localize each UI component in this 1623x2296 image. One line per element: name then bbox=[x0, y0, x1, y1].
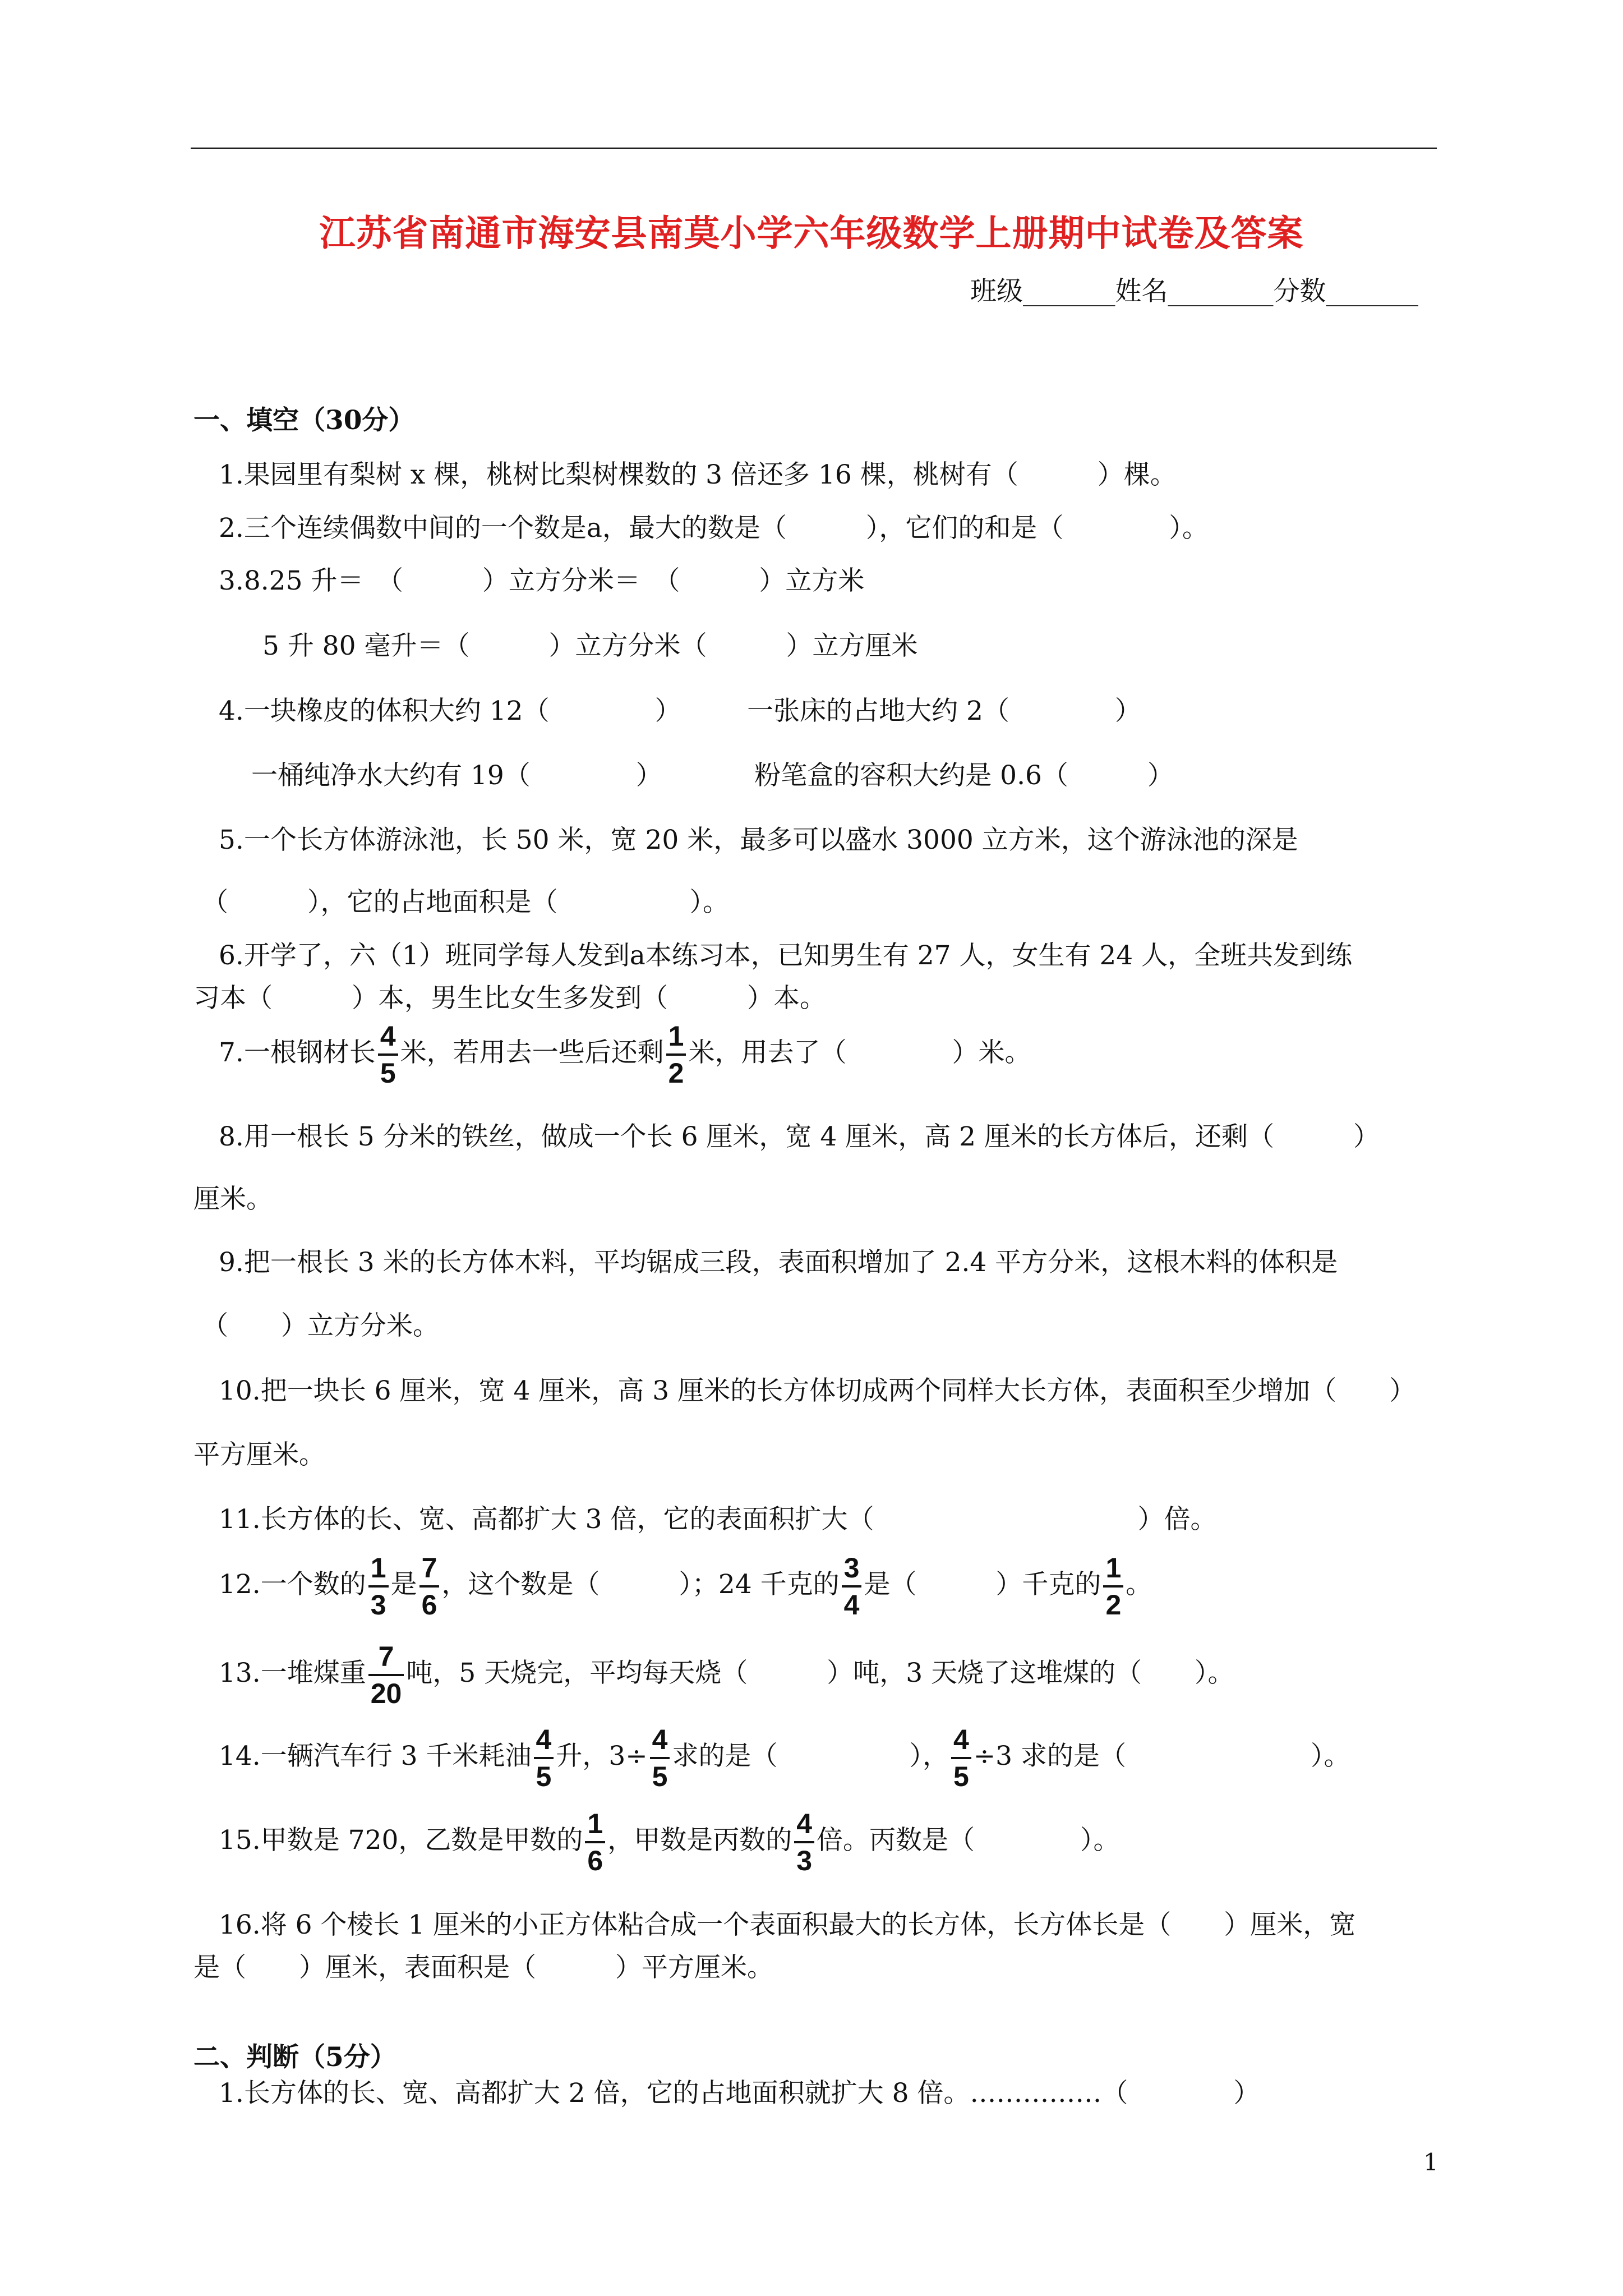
question-13-text-start: 13.一堆煤重 bbox=[219, 1658, 366, 1688]
question-9-line-2: （ ）立方分米。 bbox=[202, 1310, 439, 1341]
question-2: 2.三个连续偶数中间的一个数是a，最大的数是（ ），它们的和是（ ）。 bbox=[219, 513, 1209, 544]
question-15-text-start: 15.甲数是 720，乙数是甲数的 bbox=[219, 1825, 583, 1856]
question-13 bbox=[219, 1642, 1234, 1708]
question-8-line-2: 厘米。 bbox=[193, 1184, 273, 1214]
document-title: 江苏省南通市海安县南莫小学六年级数学上册期中试卷及答案 bbox=[319, 213, 1304, 255]
question-12-text: 是 bbox=[390, 1569, 417, 1600]
question-3-line-2: 5 升 80 毫升＝（ ）立方分米（ ）立方厘米 bbox=[262, 631, 918, 661]
page-number: 1 bbox=[1423, 2148, 1438, 2176]
question-15-text-end: 倍。丙数是（ ）。 bbox=[817, 1825, 1120, 1856]
question-5-line-1: 5.一个长方体游泳池，长 50 米，宽 20 米，最多可以盛水 3000 立方米，这个游泳池的深是 bbox=[219, 825, 1298, 855]
question-7-text-mid: 米，若用去一些后还剩 bbox=[400, 1037, 664, 1068]
question-5-line-2: （ ），它的占地面积是（ ）。 bbox=[202, 887, 729, 918]
question-14 bbox=[219, 1726, 1350, 1791]
header-rule bbox=[191, 148, 1437, 149]
fraction: $\frac{4}{5}$ bbox=[378, 1022, 398, 1087]
question-7 bbox=[219, 1022, 1031, 1087]
question-7-text-end: 米，用去了（ ）米。 bbox=[688, 1037, 1031, 1068]
fraction: $\frac{1}{2}$ bbox=[666, 1022, 686, 1087]
fraction: $\frac{7}{20}$ bbox=[368, 1642, 404, 1708]
fraction: $\frac{1}{2}$ bbox=[1103, 1554, 1123, 1619]
fraction: $\frac{4}{3}$ bbox=[794, 1810, 814, 1875]
question-10-line-1: 10.把一块长 6 厘米，宽 4 厘米，高 3 厘米的长方体切成两个同样大长方体，表面积至少增加（ ） bbox=[219, 1375, 1416, 1406]
question-6-line-1: 6.开学了，六（1）班同学每人发到a本练习本，已知男生有 27 人，女生有 24 人，全班共发到练 bbox=[219, 940, 1353, 971]
section-heading-fill-in: 一、填空（30分） bbox=[193, 405, 415, 436]
question-13-text-end: 吨，5 天烧完，平均每天烧（ ）吨，3 天烧了这堆煤的（ ）。 bbox=[406, 1658, 1234, 1688]
question-7-text-start: 7.一根钢材长 bbox=[219, 1037, 376, 1068]
question-12-text: ，这个数是（ ）；24 千克的 bbox=[441, 1569, 840, 1600]
question-16-line-2: 是（ ）厘米，表面积是（ ）平方厘米。 bbox=[193, 1952, 773, 1983]
question-4-line-1: 4.一块橡皮的体积大约 12（ ） 一张床的占地大约 2（ ） bbox=[219, 696, 1141, 726]
question-12-text-start: 12.一个数的 bbox=[219, 1569, 366, 1600]
section-heading-true-false: 二、判断（5分） bbox=[193, 2042, 396, 2073]
fraction: $\frac{4}{5}$ bbox=[534, 1726, 554, 1791]
question-14-text: 求的是（ ）， bbox=[672, 1741, 949, 1772]
question-12-text: 是（ ）千克的 bbox=[864, 1569, 1101, 1600]
question-6-line-2: 习本（ ）本，男生比女生多发到（ ）本。 bbox=[193, 983, 826, 1014]
question-9-line-1: 9.把一根长 3 米的长方体木料，平均锯成三段，表面积增加了 2.4 平方分米，这根木料的体积是 bbox=[219, 1247, 1338, 1278]
fraction: $\frac{1}{3}$ bbox=[368, 1554, 389, 1619]
question-4-line-2: 一桶纯净水大约有 19（ ） 粉笔盒的容积大约是 0.6（ ） bbox=[251, 760, 1174, 791]
fraction: $\frac{7}{6}$ bbox=[419, 1554, 440, 1619]
fraction: $\frac{4}{5}$ bbox=[951, 1726, 971, 1791]
judgment-question-1: 1.长方体的长、宽、高都扩大 2 倍，它的占地面积就扩大 8 倍。……………（ ） bbox=[219, 2078, 1260, 2109]
fraction: $\frac{3}{4}$ bbox=[842, 1554, 862, 1619]
question-14-text: 升，3÷ bbox=[556, 1741, 648, 1772]
fraction: $\frac{1}{6}$ bbox=[585, 1810, 605, 1875]
question-14-text-start: 14.一辆汽车行 3 千米耗油 bbox=[219, 1741, 532, 1772]
question-16-line-1: 16.将 6 个棱长 1 厘米的小正方体粘合成一个表面积最大的长方体，长方体长是（ ）厘米，宽 bbox=[219, 1910, 1356, 1940]
question-11: 11.长方体的长、宽、高都扩大 3 倍，它的表面积扩大（ ）倍。 bbox=[219, 1504, 1217, 1535]
fraction: $\frac{4}{5}$ bbox=[650, 1726, 670, 1791]
question-10-line-2: 平方厘米。 bbox=[193, 1439, 325, 1470]
question-15 bbox=[219, 1810, 1120, 1875]
question-8-line-1: 8.用一根长 5 分米的铁丝，做成一个长 6 厘米，宽 4 厘米，高 2 厘米的长方体后，还剩（ ） bbox=[219, 1121, 1380, 1152]
student-info-line: 班级_______姓名________分数_______ bbox=[970, 276, 1418, 307]
question-14-text-end: ÷3 求的是（ ）。 bbox=[973, 1741, 1350, 1772]
question-12 bbox=[219, 1554, 1152, 1619]
question-15-text-mid: ，甲数是丙数的 bbox=[607, 1825, 792, 1856]
question-1: 1.果园里有梨树 x 棵，桃树比梨树棵数的 3 倍还多 16 棵，桃树有（ ）棵。 bbox=[219, 459, 1177, 490]
question-12-text-end: 。 bbox=[1126, 1569, 1152, 1600]
question-3-line-1: 3.8.25 升＝ （ ）立方分米＝ （ ）立方米 bbox=[219, 565, 865, 596]
